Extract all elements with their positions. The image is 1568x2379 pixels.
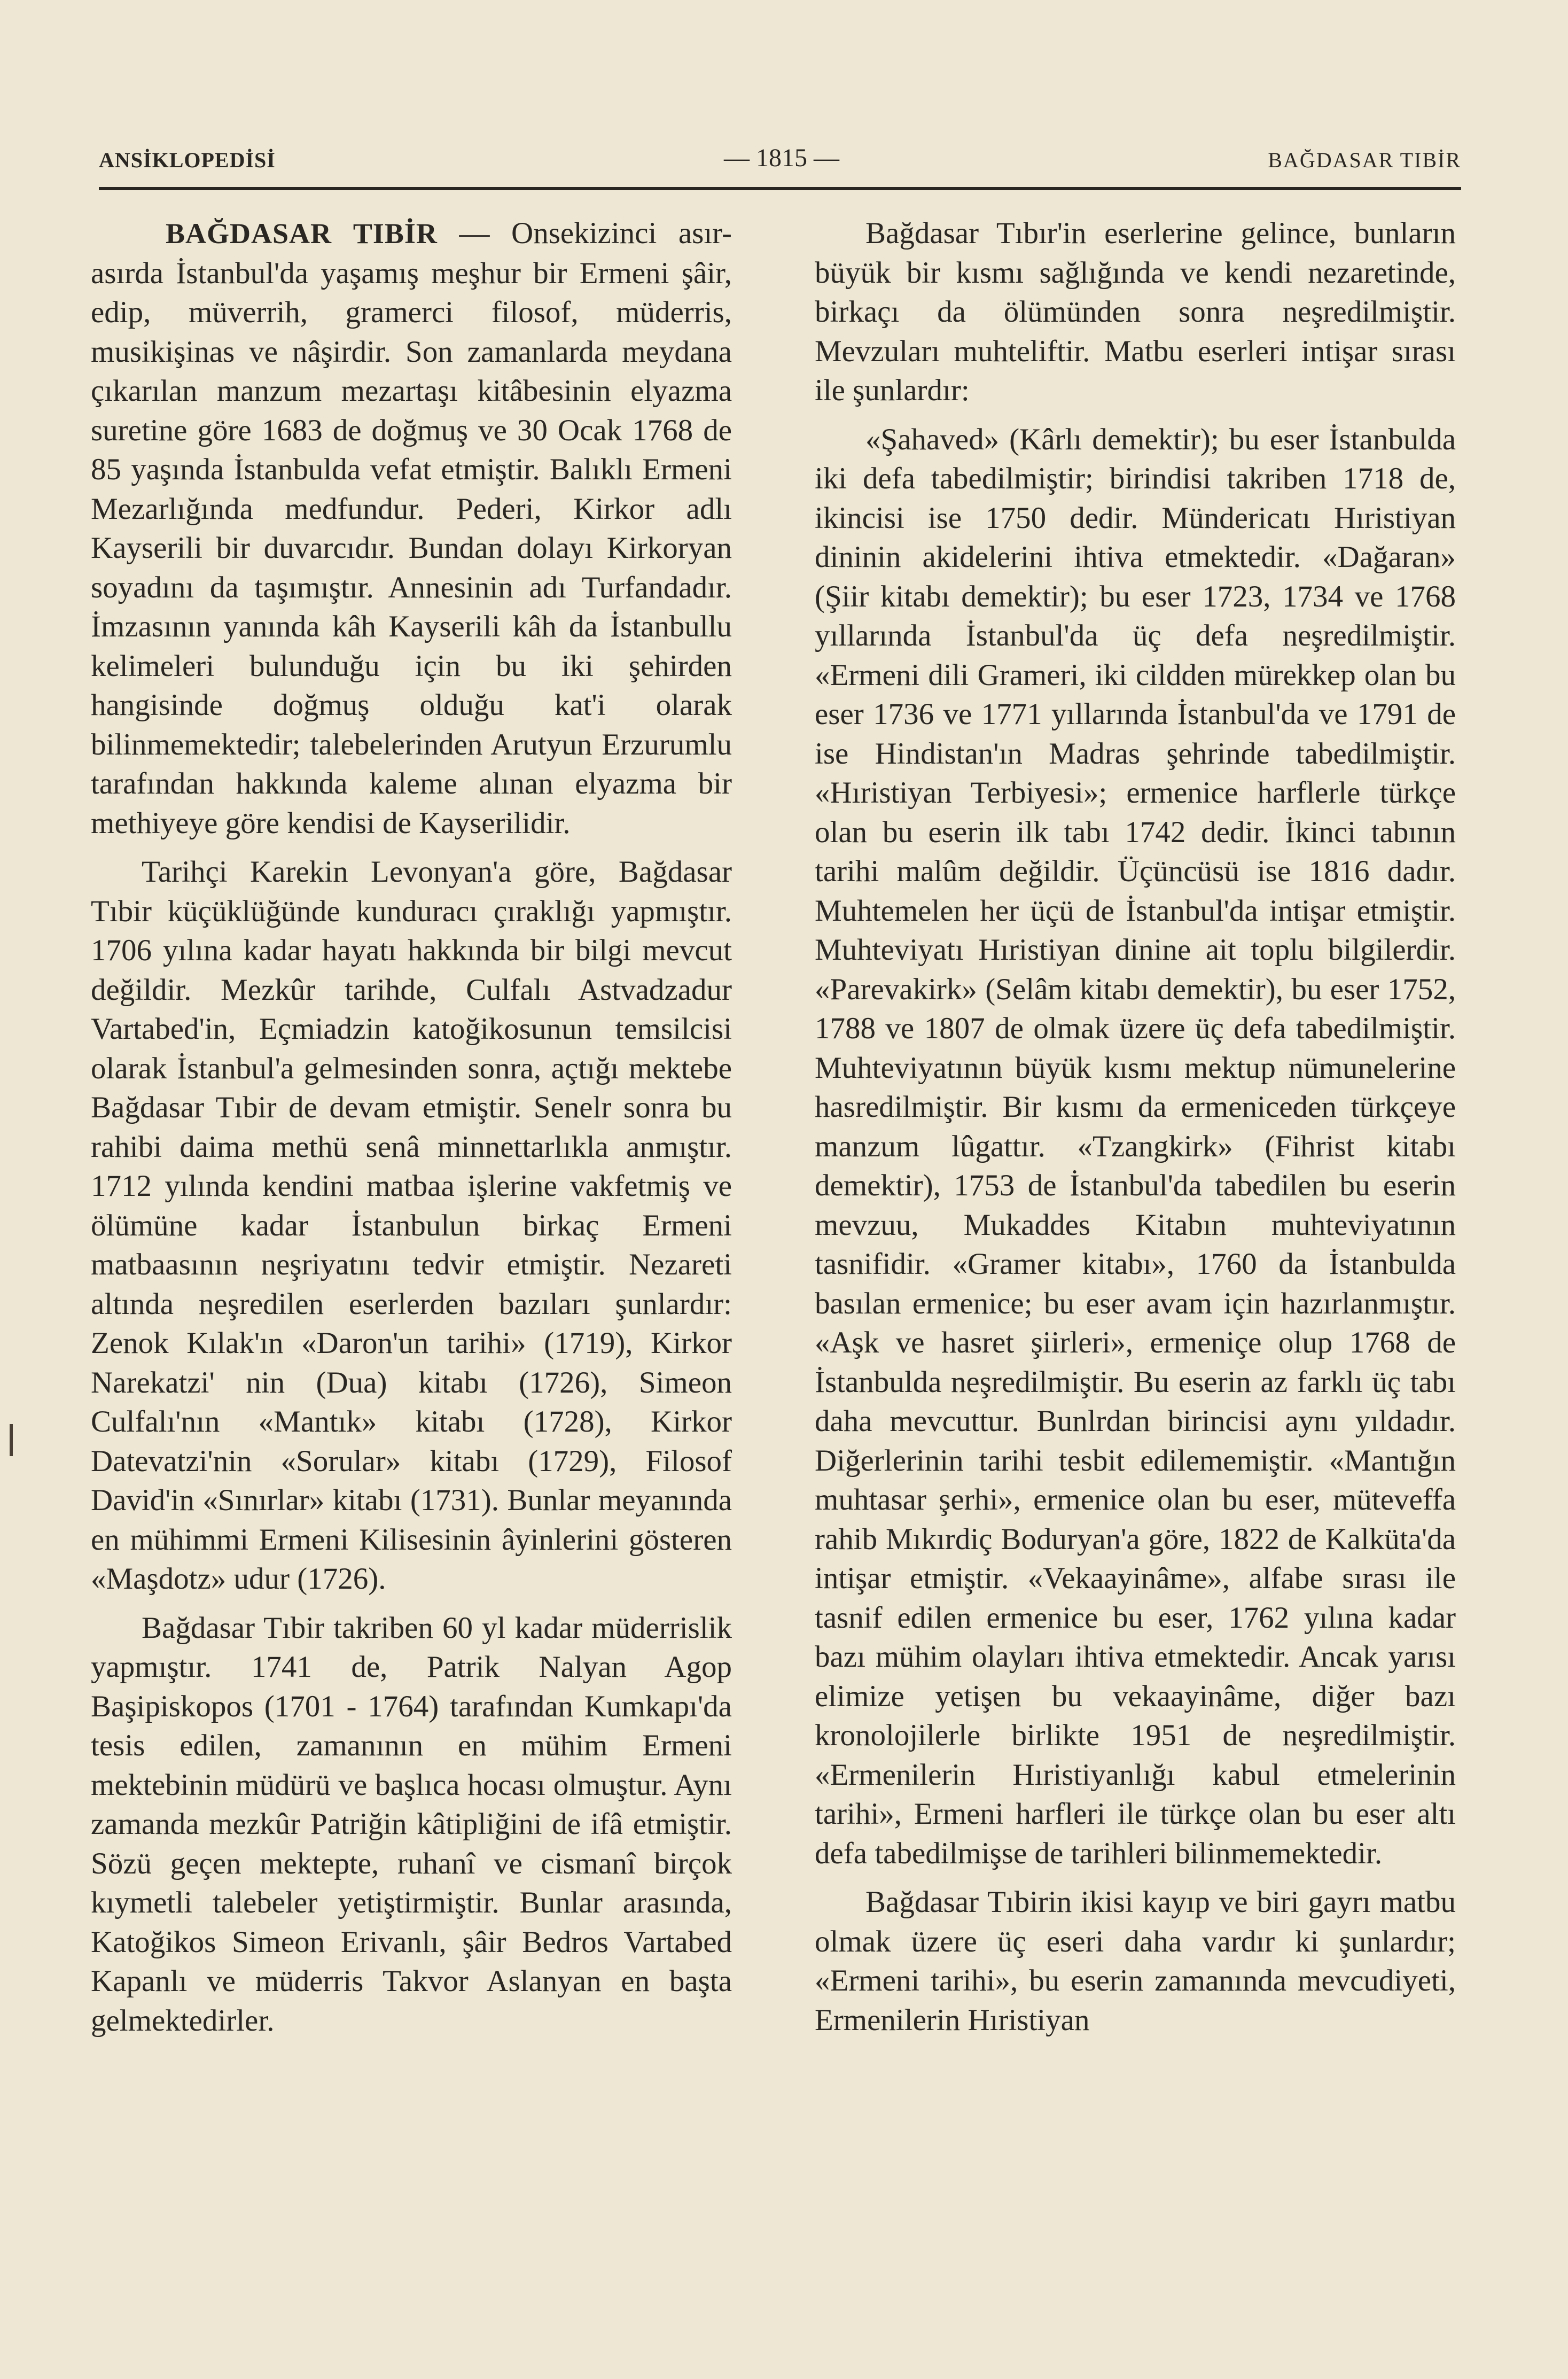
left-column [91, 214, 732, 2040]
article-title: BAĞDASAR TIBİR [166, 217, 438, 250]
header-rule [99, 187, 1461, 190]
running-head-left: ANSİKLOPEDİSİ [99, 148, 276, 172]
article-intro-paragraph [91, 214, 732, 843]
paragraph: Bağdasar Tıbirin ikisi kayıp ve biri gayrı matbu olmak üzere üç eseri daha vardır ki şunlardır; «Ermeni tarihi», bu eserin zamanında mevcudiyeti, Ermenilerin Hıristiyan [815, 1885, 1456, 2037]
page-header [99, 138, 1461, 186]
page-number: — 1815 — [724, 144, 839, 172]
paragraph: Bağdasar Tıbır'in eserlerine gelince, bunların büyük bir kısmı sağlığında ve kendi nezaretinde, birkaçı da ölümünden sonra neşredilmiştir. Mevzuları muhteliftir. Matbu eserleri intişar sırası ile şunlardır: [815, 216, 1456, 407]
margin-mark [10, 1424, 13, 1456]
paragraph: Bağdasar Tıbir takriben 60 yl kadar müderrislik yapmıştır. 1741 de, Patrik Nalyan Agop Başipiskopos (1701 - 1764) tarafından Kumkapı'da tesis edilen, zamanının en mühim Ermeni mektebinin müdürü ve başlıca hocası olmuştur. Aynı zamanda mezkûr Patriğin kâtipliğini de ifâ etmiştir. Sözü geçen mektepte, ruhanî ve cismanî birçok kıymetli talebeler yetiştirmiştir. Bunlar arasında, Katoğikos Simeon Erivanlı, şâir Bedros Vartabed Kapanlı ve müderris Takvor Aslanyan en başta gelmektedirler. [91, 1611, 732, 2038]
right-column [815, 214, 1456, 2040]
paragraph: Tarihçi Karekin Levonyan'a göre, Bağdasar Tıbir küçüklüğünde kunduracı çıraklığı yapmıştır. 1706 yılına kadar hayatı hakkında bir bilgi mevcut değildir. Mezkûr tarihde, Culfalı Astvadzadur Vartabed'in, Eçmiadzin katoğikosunun temsilcisi olarak İstanbul'a gelmesinden sonra, açtığı mektebe Bağdasar Tıbir de devam etmiştir. Senelr sonra bu rahibi daima methü senâ minnettarlıkla anmıştır. 1712 yılında kendini matbaa işlerine vakfetmiş ve ölümüne kadar İstanbulun birkaç Ermeni matbaasının neşriyatını tedvir etmiştir. Nezareti altında neşredilen eserlerden bazıları şunlardır: Zenok Kılak'ın «Daron'un tarihi» (1719), Kirkor Narekatzi' nin (Dua) kitabı (1726), Simeon Culfalı'nın «Mantık» kitabı (1728), Kirkor Datevatzi'nin «Sorular» kitabı (1729), Filosof David'in «Sınırlar» kitabı (1731). Bunlar meyanında en mühimmi Ermeni Kilisesinin âyinlerini gösteren «Maşdotz» udur (1726). [91, 855, 732, 1596]
paragraph: «Şahaved» (Kârlı demektir); bu eser İstanbulda iki defa tabedilmiştir; birindisi takriben 1718 de, ikincisi ise 1750 dedir. Mündericatı Hıristiyan dininin akidelerini ihtiva etmektedir. «Dağaran» (Şiir kitabı demektir); bu eser 1723, 1734 ve 1768 yıllarında İstanbul'da üç defa neşredilmiştir. «Ermeni dili Grameri, iki cildden mürekkep olan bu eser 1736 ve 1771 yıllarında İstanbul'da ve 1791 de ise Hindistan'ın Madras şehrinde tabedilmiştir. «Hıristiyan Terbiyesi»; ermenice harflerle türkçe olan bu eserin ilk tabı 1742 dedir. İkinci tabının tarihi malûm değildir. Üçüncüsü ise 1816 dadır. Muhtemelen her üçü de İstanbul'da intişar etmiştir. Muhteviyatı Hıristiyan dinine ait toplu bilgilerdir. «Parevakirk» (Selâm kitabı demektir), bu eser 1752, 1788 ve 1807 de olmak üzere üç defa tabedilmiştir. Muhteviyatının büyük kısmı mektup nümunelerine hasredilmiştir. Bir kısmı da ermeniceden türkçeye manzum lûgattır. «Tzangkirk» (Fihrist kitabı demektir), 1753 de İstanbul'da tabedilen bu eserin mevzuu, Mukaddes Kitabın muhteviyatının tasnifidir. «Gramer kitabı», 1760 da İstanbulda basılan ermenice; bu eser avam için hazırlanmıştır. «Aşk ve hasret şiirleri», ermeniçe olup 1768 de İstanbulda neşredilmiştir. Bu eserin az farklı üç tabı daha mevcuttur. Bunlrdan birincisi aynı yıldadır. Diğerlerinin tarihi tesbit edilememiştir. «Mantığın muhtasar şerhi», ermenice olan bu eser, müteveffa rahib Mıkırdiç Boduryan'a göre, 1822 de Kalküta'da intişar etmiştir. «Vekaayinâme», alfabe sırası ile tasnif edilen ermenice bu eser, 1762 yılına kadar bazı mühim olayları ihtiva etmektedir. Ancak yarısı elimize yetişen bu vekaayinâme, diğer bazı kronolojilerle birlikte 1951 de neşredilmiştir. «Ermenilerin Hıristiyanlığı kabul etmelerinin tarihi», Ermeni harfleri ile türkçe olan bu eser altı defa tabedilmişse de tarihleri bilinmemektedir. [815, 422, 1456, 1870]
intro-text: — Onsekizinci asır-asırda İstanbul'da yaşamış meşhur bir Ermeni şâir, edip, müverrih, gramerci filosof, müderris, musikişinas ve nâşirdir. Son zamanlarda meydana çıkarılan manzum mezartaşı kitâbesinin elyazma suretine göre 1683 de doğmuş ve 30 Ocak 1768 de 85 yaşında İstanbulda vefat etmiştir. Balıklı Ermeni Mezarlığında medfundur. Pederi, Kirkor adlı Kayserili bir duvarcıdır. Bundan dolayı Kirkoryan soyadını da taşımıştır. Annesinin adı Turfandadır. İmzasının yanında kâh Kayserili kâh da İstanbullu kelimeleri bulunduğu için bu iki şehirden hangisinde doğmuş olduğu kat'i olarak bilinmemektedir; talebelerinden Arutyun Erzurumlu tarafından hakkında kaleme alınan elyazma bir methiyeye göre kendisi de Kayserilidir. [91, 216, 732, 840]
running-head-right: BAĞDASAR TIBİR [1268, 148, 1461, 172]
